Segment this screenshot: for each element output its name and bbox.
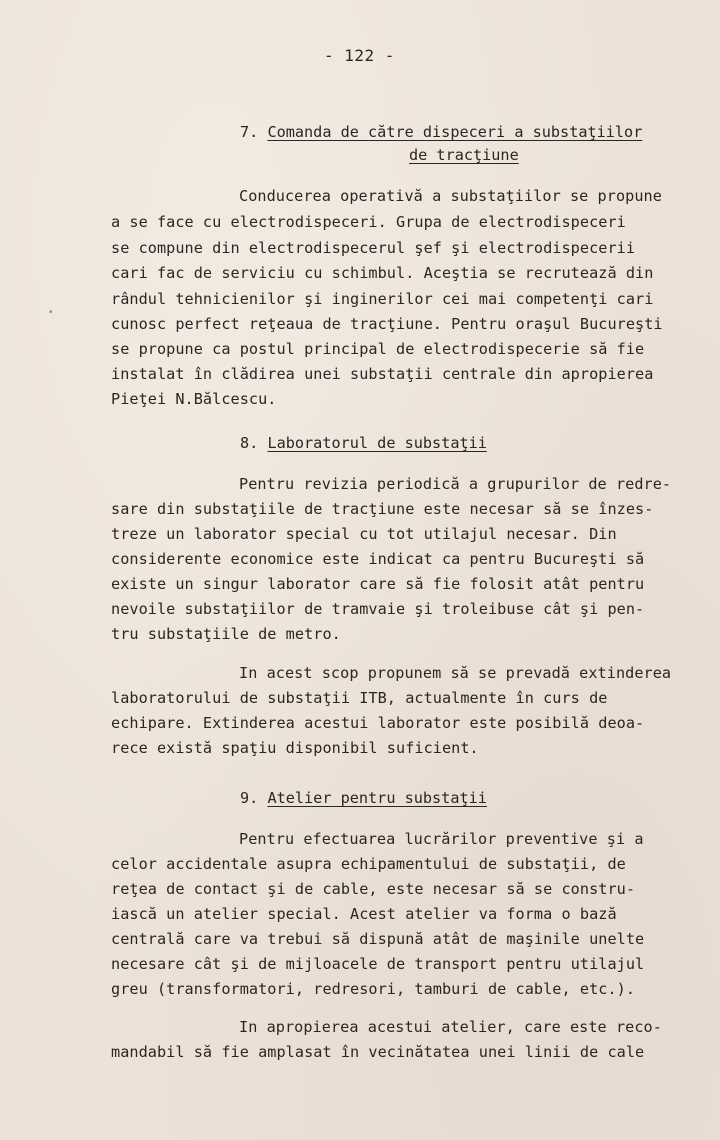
- section-9-heading: [240, 788, 487, 808]
- paragraph-line: a se face cu electrodispeceri. Grupa de electrodispeceri: [111, 213, 626, 231]
- paragraph-line: treze un laborator special cu tot utilajul necesar. Din: [111, 525, 617, 543]
- section-7-number: 7.: [240, 123, 259, 141]
- paragraph-line: tru substaţiile de metro.: [111, 625, 341, 643]
- paragraph-line: mandabil să fie amplasat în vecinătatea unei linii de cale: [111, 1043, 645, 1061]
- paragraph-line: centrală care va trebui să dispună atât de maşinile unelte: [111, 930, 645, 948]
- paragraph-line: reţea de contact şi de cable, este necesar să se constru-: [111, 880, 636, 898]
- paragraph-line: iască un atelier special. Acest atelier va forma o bază: [111, 905, 617, 923]
- paragraph-line: In acest scop propunem să se prevadă extinderea: [239, 664, 672, 682]
- paragraph-line: necesare cât şi de mijloacele de transport pentru utilajul: [111, 955, 645, 973]
- paragraph-line: echipare. Extinderea acestui laborator este posibilă deoa-: [111, 714, 645, 732]
- section-7-title-line-1: Comanda de către dispeceri a substaţiilor: [267, 123, 643, 141]
- stray-ink-dot: •: [48, 308, 54, 318]
- section-8-title: Laboratorul de substaţii: [267, 434, 487, 452]
- paragraph-line: Conducerea operativă a substaţiilor se propune: [239, 187, 662, 205]
- section-7-title-line-2: de tracţiune: [409, 146, 519, 164]
- paragraph-line: se propune ca postul principal de electrodispecerie să fie: [111, 340, 645, 358]
- section-8-heading: [240, 433, 487, 453]
- page-number: - 122 -: [324, 46, 395, 65]
- paragraph-line: sare din substaţiile de tracţiune este necesar să se înzes-: [111, 500, 654, 518]
- paragraph-line: celor accidentale asupra echipamentului de substaţii, de: [111, 855, 626, 873]
- section-7-heading-cont: [409, 145, 519, 165]
- paragraph-line: se compune din electrodispecerul şef şi electrodispecerii: [111, 239, 636, 257]
- paragraph-line: greu (transformatori, redresori, tamburi de cable, etc.).: [111, 980, 636, 998]
- paragraph-line: Pieţei N.Bălcescu.: [111, 390, 277, 408]
- paragraph-line: existe un singur laborator care să fie folosit atât pentru: [111, 575, 645, 593]
- paragraph-line: considerente economice este indicat ca pentru Bucureşti să: [111, 550, 645, 568]
- paragraph-line: rândul tehnicienilor şi inginerilor cei mai competenţi cari: [111, 290, 654, 308]
- paragraph-line: cari fac de serviciu cu schimbul. Aceştia se recrutează din: [111, 264, 654, 282]
- paragraph-line: nevoile substaţiilor de tramvaie şi troleibuse cât şi pen-: [111, 600, 645, 618]
- section-7-heading: [240, 122, 642, 142]
- section-9-title: Atelier pentru substaţii: [267, 789, 487, 807]
- section-8-number: 8.: [240, 434, 259, 452]
- paragraph-line: cunosc perfect reţeaua de tracţiune. Pentru oraşul Bucureşti: [111, 315, 663, 333]
- paragraph-line: instalat în clădirea unei substaţii centrale din apropierea: [111, 365, 654, 383]
- section-9-number: 9.: [240, 789, 259, 807]
- paragraph-line: In apropierea acestui atelier, care este reco-: [239, 1018, 662, 1036]
- paragraph-line: rece există spaţiu disponibil suficient.: [111, 739, 479, 757]
- paragraph-line: Pentru revizia periodică a grupurilor de redre-: [239, 475, 672, 493]
- paragraph-line: laboratorului de substaţii ITB, actualmente în curs de: [111, 689, 608, 707]
- paragraph-line: Pentru efectuarea lucrărilor preventive şi a: [239, 830, 644, 848]
